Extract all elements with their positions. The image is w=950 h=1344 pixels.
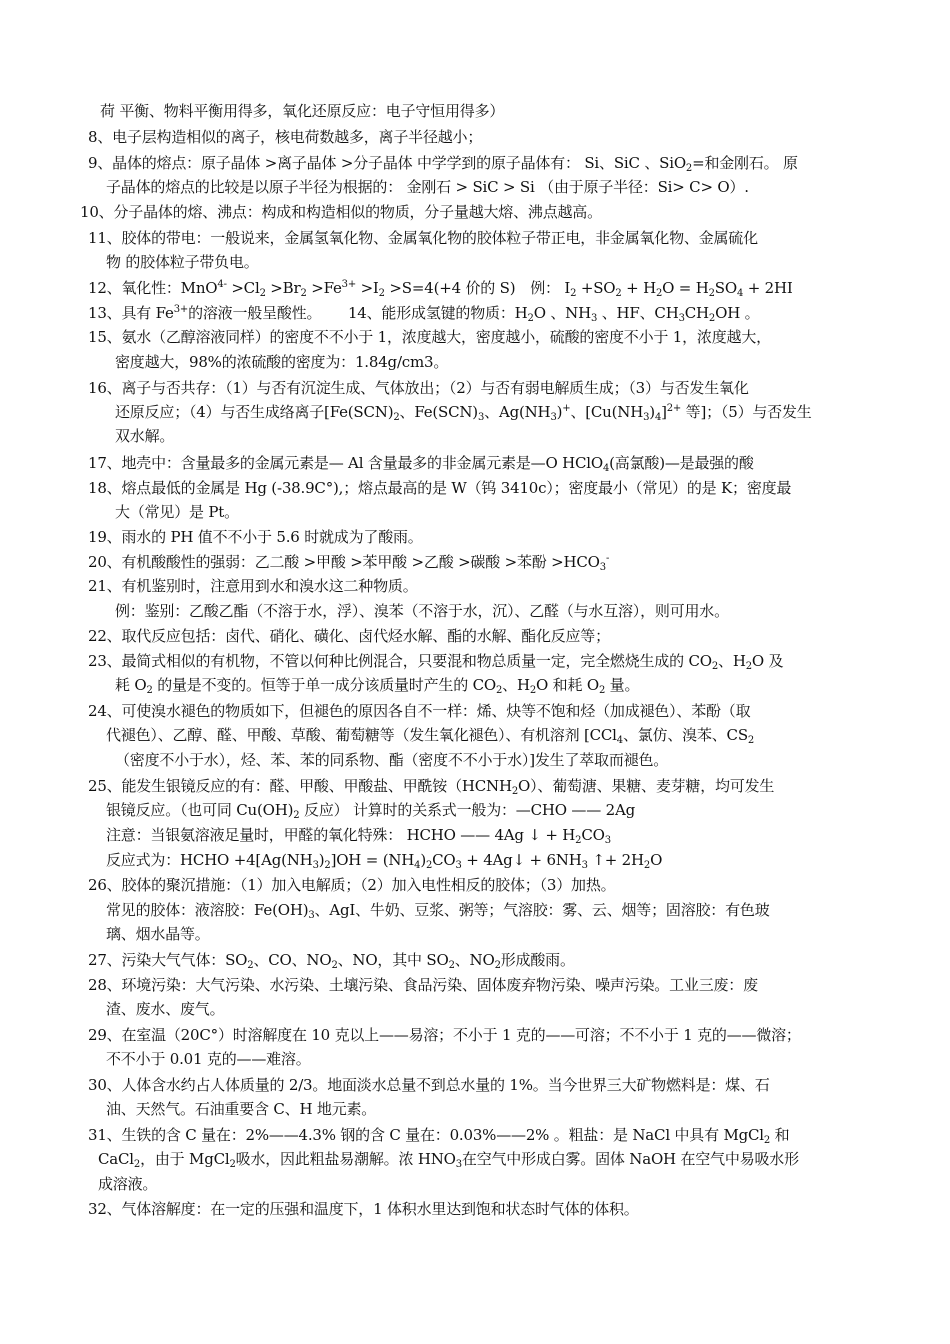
subscript: 2 (708, 313, 716, 324)
text-run: 大（常见）是 Pt。 (115, 503, 239, 521)
text-run: 在空气中形成白雾。固体 NaOH 在空气中易吸水形 (461, 1150, 799, 1168)
text-line (88, 949, 575, 971)
text-run: 吸水，因此粗盐易潮解。浓 HNO (235, 1150, 456, 1168)
subscript: 2 (747, 735, 755, 746)
text-run: 成溶液。 (98, 1175, 158, 1193)
subscript: 3 (312, 860, 319, 871)
text-run: 、Fe(SCN) (399, 403, 478, 421)
subscript: 3 (308, 910, 315, 921)
text-line (88, 326, 771, 348)
text-line (88, 526, 423, 548)
text-run: 不不小于 0.01 克的——难溶。 (106, 1050, 311, 1068)
text-run: 8、电子层构造相似的离子，核电荷数越多，离子半径越小； (88, 128, 483, 146)
text-line (106, 724, 754, 746)
subscript: 4 (602, 463, 610, 474)
text-line (106, 849, 662, 871)
superscript: + (562, 403, 571, 414)
text-run: ，由于 MgCl (140, 1150, 230, 1168)
text-run: 反应） 计算时的关系式一般为：—CHO —— 2Ag (299, 801, 635, 819)
text-run: 常见的胶体：液溶胶：Fe(OH) (106, 901, 309, 919)
subscript: 4 (616, 735, 623, 746)
text-run: >S=4(+4 价的 S) 例： I (384, 279, 571, 297)
text-line (106, 899, 770, 921)
text-line (88, 1198, 639, 1220)
text-run: 油、天然气。石油重要含 C、H 地元素。 (106, 1100, 377, 1118)
superscript: 3+ (173, 304, 189, 315)
text-run: ) (318, 851, 325, 869)
subscript: 3 (590, 313, 598, 324)
text-line (88, 277, 793, 299)
text-run: 量。 (605, 676, 640, 694)
text-run: >I (356, 279, 379, 297)
text-run: （密度不小于水），烃、苯、苯的同系物、酯（密度不不小于水）]发生了萃取而褪色。 (115, 751, 669, 769)
subscript: 2 (527, 313, 534, 324)
text-line (106, 799, 635, 821)
text-run: (高氯酸)—是最强的酸 (609, 454, 754, 472)
text-run: 、Ag(NH (484, 403, 551, 421)
subscript: 2 (133, 1159, 141, 1170)
text-line (88, 452, 754, 474)
text-run: OH 。 (715, 304, 760, 322)
text-line (106, 1098, 376, 1120)
text-line (88, 551, 609, 573)
text-line (88, 227, 758, 249)
text-run: O (650, 851, 663, 869)
text-line (115, 674, 639, 696)
text-run: + 2HI (743, 279, 793, 297)
subscript: 3 (455, 860, 462, 871)
text-run: 、[Cu(NH (570, 403, 644, 421)
text-line (88, 1124, 789, 1146)
subscript: 2 (643, 860, 651, 871)
text-run: >Fe (306, 279, 342, 297)
subscript: 2 (247, 960, 254, 971)
subscript: 2 (511, 786, 519, 797)
subscript: 2 (259, 288, 266, 299)
text-line (88, 302, 759, 324)
text-line (88, 874, 615, 896)
superscript: 3+ (341, 279, 356, 290)
subscript: 2 (745, 661, 752, 672)
text-line (115, 600, 729, 622)
text-run: 形成酸雨。 (500, 951, 575, 969)
text-line (88, 1074, 770, 1096)
text-run: 17、地壳中：含量最多的金属元素是— Al 含量最多的非金属元素是—O HClO (88, 454, 603, 472)
subscript: 2 (655, 288, 663, 299)
text-run: ↑+ 2H (587, 851, 644, 869)
text-run: 16、离子与否共存：（1）与否有沉淀生成、气体放出；（2）与否有弱电解质生成；（3）与否发生氧化 (88, 379, 749, 397)
text-run: 例：鉴别：乙酸乙酯（不溶于水，浮）、溴苯（不溶于水，沉）、乙醛（与水互溶），则可用水。 (115, 602, 729, 620)
subscript: 2 (324, 860, 331, 871)
text-run: 和 (770, 1126, 790, 1144)
subscript: 2 (425, 860, 433, 871)
text-run: O 及 (751, 652, 784, 670)
text-run: 银镜反应。（也可同 Cu(OH) (106, 801, 294, 819)
text-run: 注意：当银氨溶液足量时，甲醛的氧化特殊： HCHO —— 4Ag ↓ + H (106, 826, 576, 844)
superscript: 2+ (666, 403, 682, 414)
text-run: 璃、烟水晶等。 (106, 925, 210, 943)
superscript: - (605, 553, 610, 564)
text-run: 、氯仿、溴苯、CS (622, 726, 748, 744)
text-run: 27、污染大气气体：SO (88, 951, 248, 969)
text-run: 13、具有 Fe (88, 304, 174, 322)
subscript: 3 (604, 835, 611, 846)
text-line (115, 425, 174, 447)
text-run: 21、有机鉴别时，注意用到水和溴水这二种物质。 (88, 577, 418, 595)
subscript: 4 (654, 412, 662, 423)
text-run: >Cl (226, 279, 260, 297)
text-run: 24、可使溴水褪色的物质如下，但褪色的原因各自不一样：烯、炔等不饱和烃（加成褪色）、苯酚（取 (88, 702, 751, 720)
text-run: O 和耗 O (536, 676, 599, 694)
text-run: >Br (265, 279, 301, 297)
text-line (106, 251, 259, 273)
text-line (115, 351, 448, 373)
text-run: 、NO (454, 951, 495, 969)
text-line (88, 775, 774, 797)
text-run: CO (581, 826, 605, 844)
text-run: 耗 O (115, 676, 147, 694)
text-run: O）、葡萄溏、果糖、麦芽糖，均可发生 (518, 777, 775, 795)
text-run: 代褪色）、乙醇、醛、甲酸、草酸、葡萄糖等（发生氧化褪色）、有机溶剂 [CCl (106, 726, 617, 744)
subscript: 3 (581, 860, 588, 871)
text-run: 的溶液一般呈酸性。 14、能形成氢键的物质：H (188, 304, 528, 322)
text-run: ] (661, 403, 667, 421)
subscript: 2 (331, 960, 338, 971)
text-run: ) (556, 403, 563, 421)
subscript: 2 (378, 288, 385, 299)
text-run: 11、胶体的带电：一般说来，金属氢氧化物、金属氧化物的胶体粒子带正电，非金属氧化物、金属硫化 (88, 229, 758, 247)
text-run: 32、气体溶解度：在一定的压强和温度下，1 体积水里达到饱和状态时气体的体积。 (88, 1200, 639, 1218)
text-run: ]OH = (NH (330, 851, 415, 869)
text-run: 荷 平衡、物料平衡用得多，氧化还原反应：电子守恒用得多） (100, 102, 505, 120)
text-run: CH (684, 304, 709, 322)
subscript: 2 (494, 960, 501, 971)
text-line (100, 100, 504, 122)
text-run: CO (432, 851, 456, 869)
subscript: 3 (455, 1159, 462, 1170)
text-line (115, 749, 668, 771)
text-run: 密度越大，98%的浓硫酸的密度为：1.84g/cm3。 (115, 353, 449, 371)
subscript: 2 (575, 835, 582, 846)
text-run: 19、雨水的 PH 值不不小于 5.6 时就成为了酸雨。 (88, 528, 423, 546)
text-run: 29、在室温（20C°）时溶解度在 10 克以上——易溶；不小于 1 克的——可溶；不不小于 1 克的——微溶； (88, 1026, 801, 1044)
text-run: ) (649, 403, 655, 421)
subscript: 2 (763, 1135, 771, 1146)
text-line (88, 974, 758, 996)
text-line (106, 998, 224, 1020)
subscript: 2 (529, 685, 536, 696)
text-run: 、CO、NO (253, 951, 332, 969)
subscript: 2 (570, 288, 577, 299)
subscript: 2 (708, 288, 715, 299)
text-line (106, 176, 749, 198)
text-run: O 、NH (533, 304, 591, 322)
text-line (88, 126, 482, 148)
subscript: 3 (643, 412, 650, 423)
subscript: 2 (615, 288, 622, 299)
text-line (88, 625, 610, 647)
text-run: =和金刚石。 原 (692, 154, 798, 172)
subscript: 2 (146, 685, 153, 696)
subscript: 2 (393, 412, 400, 423)
text-run: SO (714, 279, 737, 297)
text-line (98, 1148, 799, 1170)
text-run: 31、生铁的含 C 量在：2%——4.3% 钢的含 C 量在：0.03%——2% 。粗盐：是 NaCl 中具有 MgCl (88, 1126, 764, 1144)
text-line (88, 700, 750, 722)
text-line (98, 1173, 157, 1195)
subscript: 2 (598, 685, 606, 696)
text-run: 反应式为：HCHO +4[Ag(NH (106, 851, 313, 869)
subscript: 2 (685, 163, 693, 174)
text-run: 、AgI、牛奶、豆浆、粥等；气溶胶：雾、云、烟等；固溶胶：有色玻 (314, 901, 770, 919)
text-run: 23、最简式相似的有机物，不管以何种比例混合，只要混和物总质量一定，完全燃烧生成的 CO (88, 652, 712, 670)
text-run: 、H (718, 652, 746, 670)
text-line (88, 650, 783, 672)
text-run: 还原反应；（4）与否生成络离子[Fe(SCN) (115, 403, 394, 421)
text-line (106, 824, 611, 846)
subscript: 3 (477, 412, 485, 423)
text-run: 、H (502, 676, 530, 694)
text-run: 18、熔点最低的金属是 Hg (-38.9C°),；熔点最高的是 W（钨 3410c）；密度最小（常见）的是 K；密度最 (88, 479, 792, 497)
text-run: 、HF、CH (597, 304, 679, 322)
text-run: 15、氨水（乙醇溶液同样）的密度不不小于 1，浓度越大，密度越小，硫酸的密度不小于 1，浓度越大， (88, 328, 771, 346)
text-line (115, 501, 239, 523)
text-run: 10、分子晶体的熔、沸点：构成和构造相似的物质，分子量越大熔、沸点越高。 (80, 203, 602, 221)
text-line (106, 1048, 311, 1070)
subscript: 4 (414, 860, 421, 871)
text-run: 20、有机酸酸性的强弱：乙二酸 >甲酸 >苯甲酸 >乙酸 >碳酸 >苯酚 >HCO (88, 553, 600, 571)
text-run: 22、取代反应包括：卤代、硝化、磺化、卤代烃水解、酯的水解、酯化反应等； (88, 627, 610, 645)
text-run: O = H (662, 279, 709, 297)
text-run: 9、晶体的熔点：原子晶体 >离子晶体 >分子晶体 中学学到的原子晶体有： Si、SiC 、SiO (88, 154, 686, 172)
text-run: 子晶体的熔点的比较是以原子半径为根据的： 金刚石 > SiC > Si （由于原子半径：Si> C> O）. (106, 178, 749, 196)
text-line (88, 152, 798, 174)
text-run: + 4Ag↓ + 6NH (461, 851, 582, 869)
text-run: 30、人体含水约占人体质量的 2/3。地面淡水总量不到总水量的 1%。当今世界三大矿物燃料是：煤、石 (88, 1076, 770, 1094)
subscript: 2 (448, 960, 455, 971)
text-line (88, 575, 418, 597)
subscript: 3 (599, 562, 606, 573)
text-line (106, 923, 210, 945)
text-run: 28、环境污染：大气污染、水污染、土壤污染、食品污染、固体废弃物污染、噪声污染。工业三废：废 (88, 976, 758, 994)
subscript: 3 (550, 412, 557, 423)
text-line (88, 477, 791, 499)
subscript: 2 (300, 288, 307, 299)
text-run: 渣、废水、废气。 (106, 1000, 225, 1018)
text-line (88, 377, 749, 399)
text-run: CaCl (98, 1150, 134, 1168)
subscript: 2 (293, 810, 300, 821)
text-run: 25、能发生银镜反应的有：醛、甲酸、甲酸盐、甲酰铵（HCNH (88, 777, 512, 795)
superscript: 4- (217, 279, 227, 290)
text-run: 的量是不变的。恒等于单一成分该质量时产生的 CO (152, 676, 496, 694)
text-line (115, 401, 812, 423)
text-line (88, 1024, 801, 1046)
text-run: +SO (576, 279, 616, 297)
subscript: 2 (711, 661, 719, 672)
text-line (80, 201, 602, 223)
text-run: 物 的胶体粒子带负电。 (106, 253, 259, 271)
text-run: 等]；（5）与否发生 (681, 403, 812, 421)
subscript: 3 (678, 313, 685, 324)
text-run: + H (621, 279, 656, 297)
subscript: 4 (736, 288, 744, 299)
text-run: 12、氧化性：MnO (88, 279, 218, 297)
subscript: 2 (229, 1159, 236, 1170)
text-run: 、NO，其中 SO (337, 951, 449, 969)
subscript: 2 (495, 685, 503, 696)
text-run: 26、胶体的聚沉措施：（1）加入电解质；（2）加入电性相反的胶体；（3）加热。 (88, 876, 616, 894)
text-run: ) (420, 851, 426, 869)
text-run: 双水解。 (115, 427, 175, 445)
